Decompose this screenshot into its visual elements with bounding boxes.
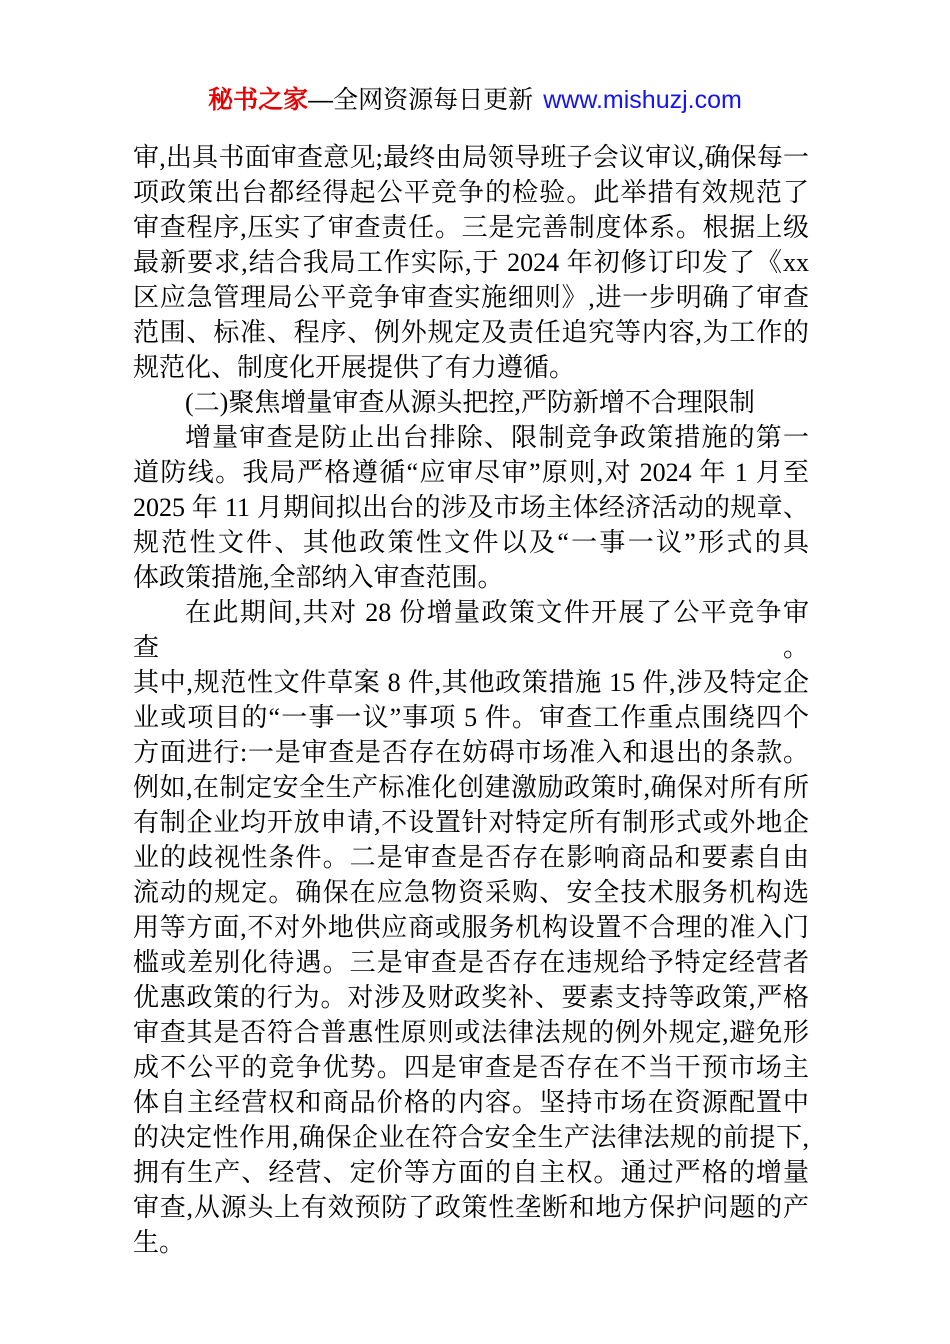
text-line: 2025 年 11 月期间拟出台的涉及市场主体经济活动的规章、 bbox=[133, 493, 809, 522]
text-line: 流动的规定。确保在应急物资采购、安全技术服务机构选 bbox=[133, 878, 809, 907]
text-line: 业的歧视性条件。二是审查是否存在影响商品和要素自由 bbox=[133, 843, 809, 872]
text-line: 优惠政策的行为。对涉及财政奖补、要素支持等政策,严格 bbox=[133, 983, 809, 1012]
text-line: 有制企业均开放申请,不设置针对特定所有制形式或外地企 bbox=[133, 808, 809, 837]
text-line: 其中,规范性文件草案 8 件,其他政策措施 15 件,涉及特定企 bbox=[133, 668, 809, 697]
text-line: 方面进行:一是审查是否存在妨碍市场准入和退出的条款。 bbox=[133, 738, 809, 767]
text-line: 拥有生产、经营、定价等方面的自主权。通过严格的增量 bbox=[133, 1158, 809, 1187]
text-line: 道防线。我局严格遵循“应审尽审”原则,对 2024 年 1 月至 bbox=[133, 458, 809, 487]
text-line: 增量审查是防止出台排除、限制竞争政策措施的第一 bbox=[185, 423, 809, 452]
text-line: (二)聚焦增量审查从源头把控,严防新增不合理限制 bbox=[185, 388, 755, 417]
text-line: 的决定性作用,确保企业在符合安全生产法律法规的前提下, bbox=[133, 1123, 809, 1152]
text-line: 规范性文件、其他政策性文件以及“一事一议”形式的具 bbox=[133, 528, 809, 557]
text-line: 槛或差别化待遇。三是审查是否存在违规给予特定经营者 bbox=[133, 948, 809, 977]
text-line: 在此期间,共对 28 份增量政策文件开展了公平竞争审查。 bbox=[133, 598, 809, 662]
site-header bbox=[0, 0, 950, 116]
text-line: 规范化、制度化开展提供了有力遵循。 bbox=[133, 353, 576, 382]
brand-name: 秘书之家 bbox=[208, 86, 309, 114]
document-body bbox=[133, 140, 809, 1260]
text-line: 项政策出台都经得起公平竞争的检验。此举措有效规范了 bbox=[133, 178, 809, 207]
text-line: 最新要求,结合我局工作实际,于 2024 年初修订印发了《xx bbox=[133, 248, 809, 277]
text-line: 审,出具书面审查意见;最终由局领导班子会议审议,确保每一 bbox=[133, 143, 809, 172]
text-line: 用等方面,不对外地供应商或服务机构设置不合理的准入门 bbox=[133, 913, 809, 942]
text-line: 审查程序,压实了审查责任。三是完善制度体系。根据上级 bbox=[133, 213, 809, 242]
site-url-link[interactable]: www.mishuzj.com bbox=[543, 86, 742, 114]
text-line: 审查其是否符合普惠性原则或法律法规的例外规定,避免形 bbox=[133, 1018, 809, 1047]
header-tagline: —全网资源每日更新 bbox=[308, 86, 534, 114]
text-line: 区应急管理局公平竞争审查实施细则》,进一步明确了审查 bbox=[133, 283, 809, 312]
text-line: 审查,从源头上有效预防了政策性垄断和地方保护问题的产 bbox=[133, 1193, 809, 1222]
text-line: 体自主经营权和商品价格的内容。坚持市场在资源配置中 bbox=[133, 1088, 809, 1117]
text-line: 成不公平的竞争优势。四是审查是否存在不当干预市场主 bbox=[133, 1053, 809, 1082]
text-line: 例如,在制定安全生产标准化创建激励政策时,确保对所有所 bbox=[133, 773, 809, 802]
text-line: 体政策措施,全部纳入审查范围。 bbox=[133, 563, 504, 592]
text-line: 生。 bbox=[133, 1228, 186, 1257]
text-line: 范围、标准、程序、例外规定及责任追究等内容,为工作的 bbox=[133, 318, 809, 347]
text-line: 业或项目的“一事一议”事项 5 件。审查工作重点围绕四个 bbox=[133, 703, 809, 732]
